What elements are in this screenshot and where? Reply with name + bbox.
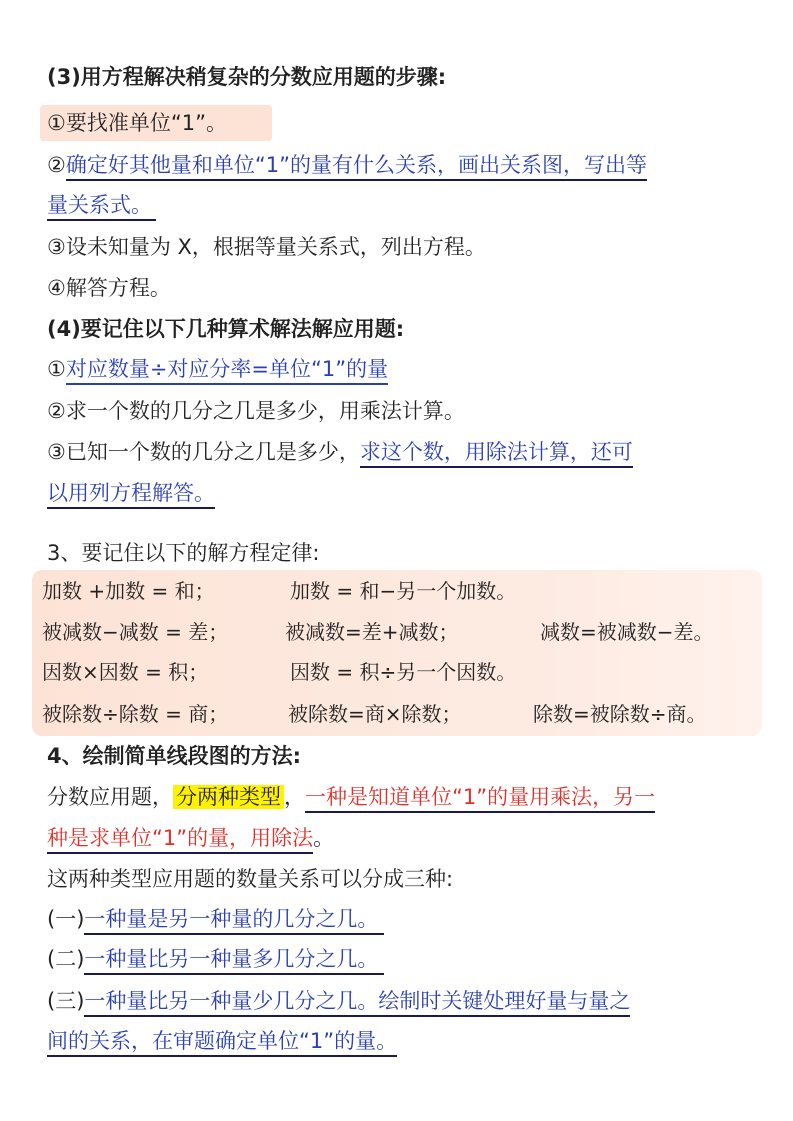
step-2-text-b: 量关系式。 (47, 193, 156, 221)
type-2-text: 一种量比另一种量多几分之几。 (84, 947, 384, 975)
draw-p1-end: 。 (313, 826, 335, 850)
step-2-text-a: 确定好其他量和单位“1”的量有什么关系，画出关系图，写出等 (66, 153, 647, 181)
step-2-mark: ② (47, 153, 66, 177)
draw-p1-cont (47, 823, 334, 853)
rule-1-1: 加数 +加数 = 和； (42, 579, 215, 603)
draw-p1-plain: 分数应用题， (47, 785, 173, 809)
rule-2-2: 被减数=差+减数； (285, 620, 459, 644)
type-1-mark: (一) (47, 907, 85, 931)
arith-1-mark: ① (47, 357, 66, 381)
type-3-text-a: 一种量比另一种量少几分之几。绘制时关键处理好量与量之 (84, 989, 630, 1017)
type-3-mark: (三) (47, 989, 85, 1013)
arith-2: ②求一个数的几分之几是多少，用乘法计算。 (47, 399, 465, 423)
rule-4-3: 除数=被除数÷商。 (533, 702, 707, 726)
type-2-mark: (二) (47, 947, 85, 971)
arith-1-text: 对应数量÷对应分率=单位“1”的量 (66, 357, 388, 385)
step-3: ③设未知量为 X，根据等量关系式，列出方程。 (47, 235, 486, 259)
step-2-cont (47, 190, 156, 220)
arith-3-cont (47, 478, 215, 508)
rule-1-2: 加数 = 和−另一个加数。 (290, 579, 517, 603)
draw-p1-comma: ， (284, 785, 305, 809)
draw-p1-highlight: 分两种类型 (173, 785, 284, 809)
type-1 (47, 904, 384, 934)
draw-heading: 4、绘制简单线段图的方法: (47, 744, 302, 768)
rule-2-1: 被减数−减数 = 差； (42, 620, 229, 644)
step-2 (47, 150, 647, 180)
type-3 (47, 986, 630, 1016)
draw-p1-red-a: 一种是知道单位“1”的量用乘法，另一 (305, 785, 655, 813)
type-3-cont (47, 1026, 397, 1056)
draw-p1 (47, 782, 655, 812)
rule-4-2: 被除数=商×除数； (288, 702, 462, 726)
type-1-text: 一种量是另一种量的几分之几。 (84, 907, 384, 935)
draw-p2: 这两种类型应用题的数量关系可以分成三种: (47, 867, 454, 891)
rules-heading: 3、要记住以下的解方程定律: (47, 541, 320, 565)
arith-3 (47, 437, 633, 467)
arith-3-blue-a: 求这个数，用除法计算，还可 (360, 440, 633, 468)
rule-2-3: 减数=被减数−差。 (540, 620, 714, 644)
arith-3-plain: ③已知一个数的几分之几是多少， (47, 440, 360, 464)
section4-heading: (4)要记住以下几种算术解法解应用题: (47, 317, 405, 341)
rule-4-1: 被除数÷除数 = 商； (42, 702, 229, 726)
arith-1 (47, 354, 388, 384)
step-4: ④解答方程。 (47, 276, 171, 300)
draw-p1-red-b: 种是求单位“1”的量，用除法 (47, 826, 313, 854)
section3-heading: (3)用方程解决稍复杂的分数应用题的步骤: (47, 65, 447, 89)
rule-3-2: 因数 = 积÷另一个因数。 (290, 660, 517, 684)
arith-3-blue-b: 以用列方程解答。 (47, 481, 215, 509)
type-2 (47, 944, 384, 974)
rule-3-1: 因数×因数 = 积； (42, 660, 209, 684)
step-1: ①要找准单位“1”。 (47, 111, 227, 135)
type-3-text-b: 间的关系，在审题确定单位“1”的量。 (47, 1029, 397, 1057)
